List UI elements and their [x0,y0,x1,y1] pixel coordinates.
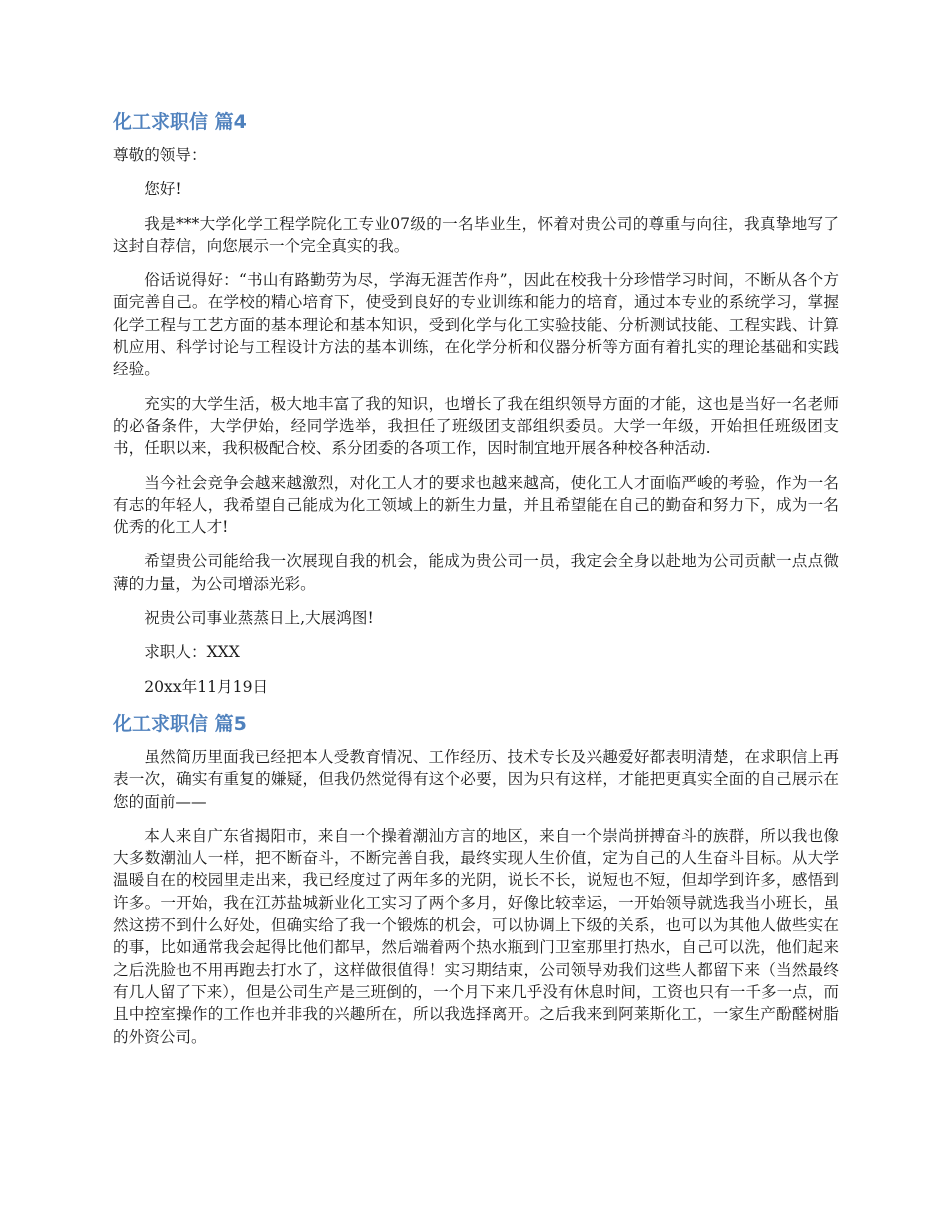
date: 20xx年11月19日 [144,677,269,696]
document-page [113,108,839,1060]
closing-line: 祝贵公司事业蒸蒸日上,大展鸿图! [144,609,374,628]
paragraph: 本人来自广东省揭阳市，来自一个操着潮汕方言的地区，来自一个崇尚拼搏奋斗的族群，所以我也像大多数潮汕人一样，把不断奋斗，不断完善自我，最终实现人生价值，定为自己的人生奋斗目标。从大学温暖自在的校园里走出来，我已经度过了两年多的光阴，说长不长，说短也不短，但却学到许多，感悟到许多。一开始，我在江苏盐城新业化工实习了两个多月，好像比较幸运，一开始领导就选我当小班长，虽然这捞不到什么好处，但确实给了我一个锻炼的机会，可以协调上下级的关系，也可以为其他人做些实在的事，比如通常我会起得比他们都早，然后端着两个热水瓶到门卫室那里打热水，自己可以洗，他们起来之后洗脸也不用再跑去打水了，这样做很值得！实习期结束，公司领导劝我们这些人都留下来（当然最终有几人留了下来），但是公司生产是三班倒的，一个月下来几乎没有休息时间，工资也只有一千多一点，而且中控室操作的工作也并非我的兴趣所在，所以我选择离开。之后我来到阿莱斯化工，一家生产酚醛树脂的外资公司。 [113,826,839,1046]
paragraph: 虽然简历里面我已经把本人受教育情况、工作经历、技术专长及兴趣爱好都表明清楚，在求职信上再表一次，确实有重复的嫌疑，但我仍然觉得有这个必要，因为只有这样，才能把更真实全面的自己展示在您的面前—— [113,747,839,811]
paragraph: 我是***大学化学工程学院化工专业07级的一名毕业生，怀着对贵公司的尊重与向往，我真挚地写了这封自荐信，向您展示一个完全真实的我。 [113,214,839,255]
paragraph: 当今社会竞争会越来越激烈，对化工人才的要求也越来越高，使化工人才面临严峻的考验，作为一名有志的年轻人，我希望自己能成为化工领域上的新生力量，并且希望能在自己的勤奋和努力下，成为一名优秀的化工人才! [113,473,839,537]
paragraph: 俗话说得好：“书山有路勤劳为尽，学海无涯苦作舟”，因此在校我十分珍惜学习时间，不断从各个方面完善自己。在学校的精心培育下，使受到良好的专业训练和能力的培育，通过本专业的系统学习，掌握化学工程与工艺方面的基本理论和基本知识，受到化学与化工实验技能、分析测试技能、工程实践、计算机应用、科学讨论与工程设计方法的基本训练，在化学分析和仪器分析等方面有着扎实的理论基础和实践经验。 [113,271,839,379]
paragraph: 希望贵公司能给我一次展现自我的机会，能成为贵公司一员，我定会全身以赴地为公司贡献一点点微薄的力量，为公司增添光彩。 [113,552,839,593]
section-4-title: 化工求职信 篇4 [113,111,247,133]
signature: 求职人：XXX [144,643,240,662]
section-5-title: 化工求职信 篇5 [113,712,247,735]
greeting: 您好! [144,180,182,199]
salutation: 尊敬的领导： [113,146,207,164]
paragraph: 充实的大学生活，极大地丰富了我的知识，也增长了我在组织领导方面的才能，这也是当好一名老师的必备条件，大学伊始，经同学选举，我担任了班级团支部组织委员。大学一年级，开始担任班级团支书，任职以来，我积极配合校、系分团委的各项工作，因时制宜地开展各种校各种活动. [113,394,839,458]
